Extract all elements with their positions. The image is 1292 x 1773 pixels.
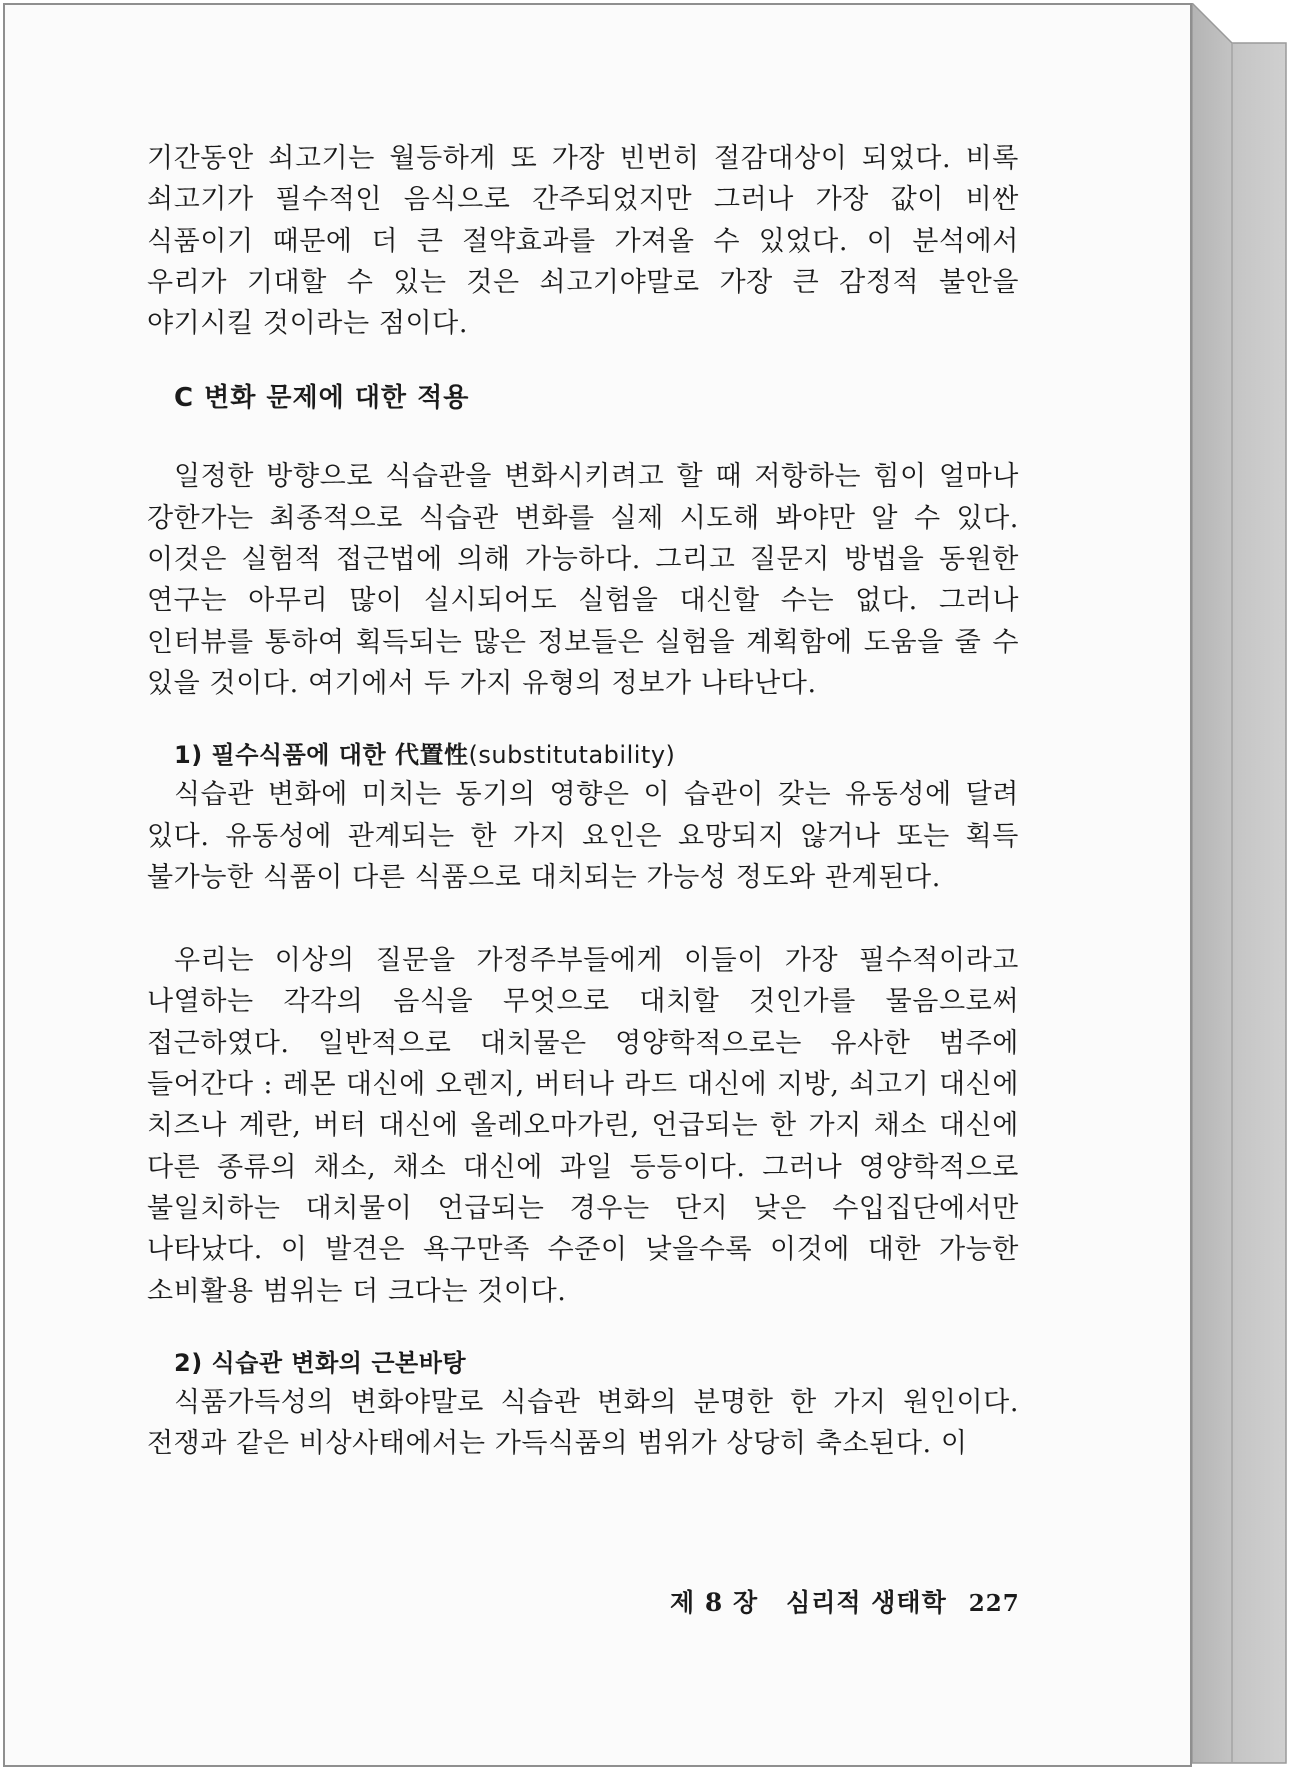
footer-chapter-title: 심리적 생태학 <box>786 1588 947 1617</box>
page-number: 227 <box>968 1590 1020 1617</box>
subheading-1-korean: 1) 필수식품에 대한 代置性 <box>174 741 469 770</box>
section-heading: C 변화 문제에 대한 적용 <box>174 383 470 414</box>
page-body <box>147 138 1019 1464</box>
page-footer <box>670 1585 1020 1622</box>
paragraph-intro: 일정한 방향으로 식습관을 변화시키려고 할 때 저항하는 힘이 얼마나 강한가는 최종적으로 식습관 변화를 실제 시도해 봐야만 알 수 있다. 이것은 실험적 접근법에 의해 가능하다. 그리고 질문지 방법을 동원한 연구는 아무리 많이 실시되어도 실험을 대신할 수는 없다. 그러나 인터뷰를 통하여 획득되는 많은 정보들은 실험을 계획함에 도움을 줄 수 있을 것이다. 여기에서 두 가지 유형의 정보가 나타난다. <box>147 461 1019 699</box>
footer-chapter: 제 8 장 <box>670 1588 759 1617</box>
paragraph-substitutes: 우리는 이상의 질문을 가정주부들에게 이들이 가장 필수적이라고 나열하는 각각의 음식을 무엇으로 대치할 것인가를 물음으로써 접근하였다. 일반적으로 대치물은 영양학적으로는 유사한 범주에 들어간다 : 레몬 대신에 오렌지, 버터나 라드 대신에 지방, 쇠고기 대신에 치즈나 계란, 버터 대신에 올레오마가린, 언급되는 한 가지 채소 대신에 다른 종류의 채소, 채소 대신에 과일 등등이다. 그러나 영양학적으로 불일치하는 대치물이 언급되는 경우는 단지 낮은 수입집단에서만 나타났다. 이 발견은 욕구만족 수준이 낮을수록 이것에 대한 가능한 소비활용 범위는 더 크다는 것이다. <box>147 945 1019 1307</box>
book-edge-shape <box>1192 3 1289 1767</box>
subheading-1 <box>174 736 1019 774</box>
subheading-2: 2) 식습관 변화의 근본바탕 <box>174 1348 467 1377</box>
paragraph-basis: 식품가득성의 변화야말로 식습관 변화의 분명한 한 가지 원인이다. 전쟁과 같은 비상사태에서는 가득식품의 범위가 상당히 축소된다. 이 <box>147 1386 1019 1460</box>
subheading-1-latin: (substitutability) <box>468 741 676 770</box>
book-edge <box>1192 3 1289 1767</box>
paragraph-continued: 기간동안 쇠고기는 월등하게 또 가장 빈번히 절감대상이 되었다. 비록 쇠고기가 필수적인 음식으로 간주되었지만 그러나 가장 값이 비싼 식품이기 때문에 더 큰 절약효과를 가져올 수 있었다. 이 분석에서 우리가 기대할 수 있는 것은 쇠고기야말로 가장 큰 감정적 불안을 야기시킬 것이라는 점이다. <box>147 143 1019 340</box>
paragraph-substitutability: 식습관 변화에 미치는 동기의 영향은 이 습관이 갖는 유동성에 달려 있다. 유동성에 관계되는 한 가지 요인은 요망되지 않거나 또는 획득 불가능한 식품이 다른 식품으로 대치되는 가능성 정도와 관계된다. <box>147 779 1019 893</box>
